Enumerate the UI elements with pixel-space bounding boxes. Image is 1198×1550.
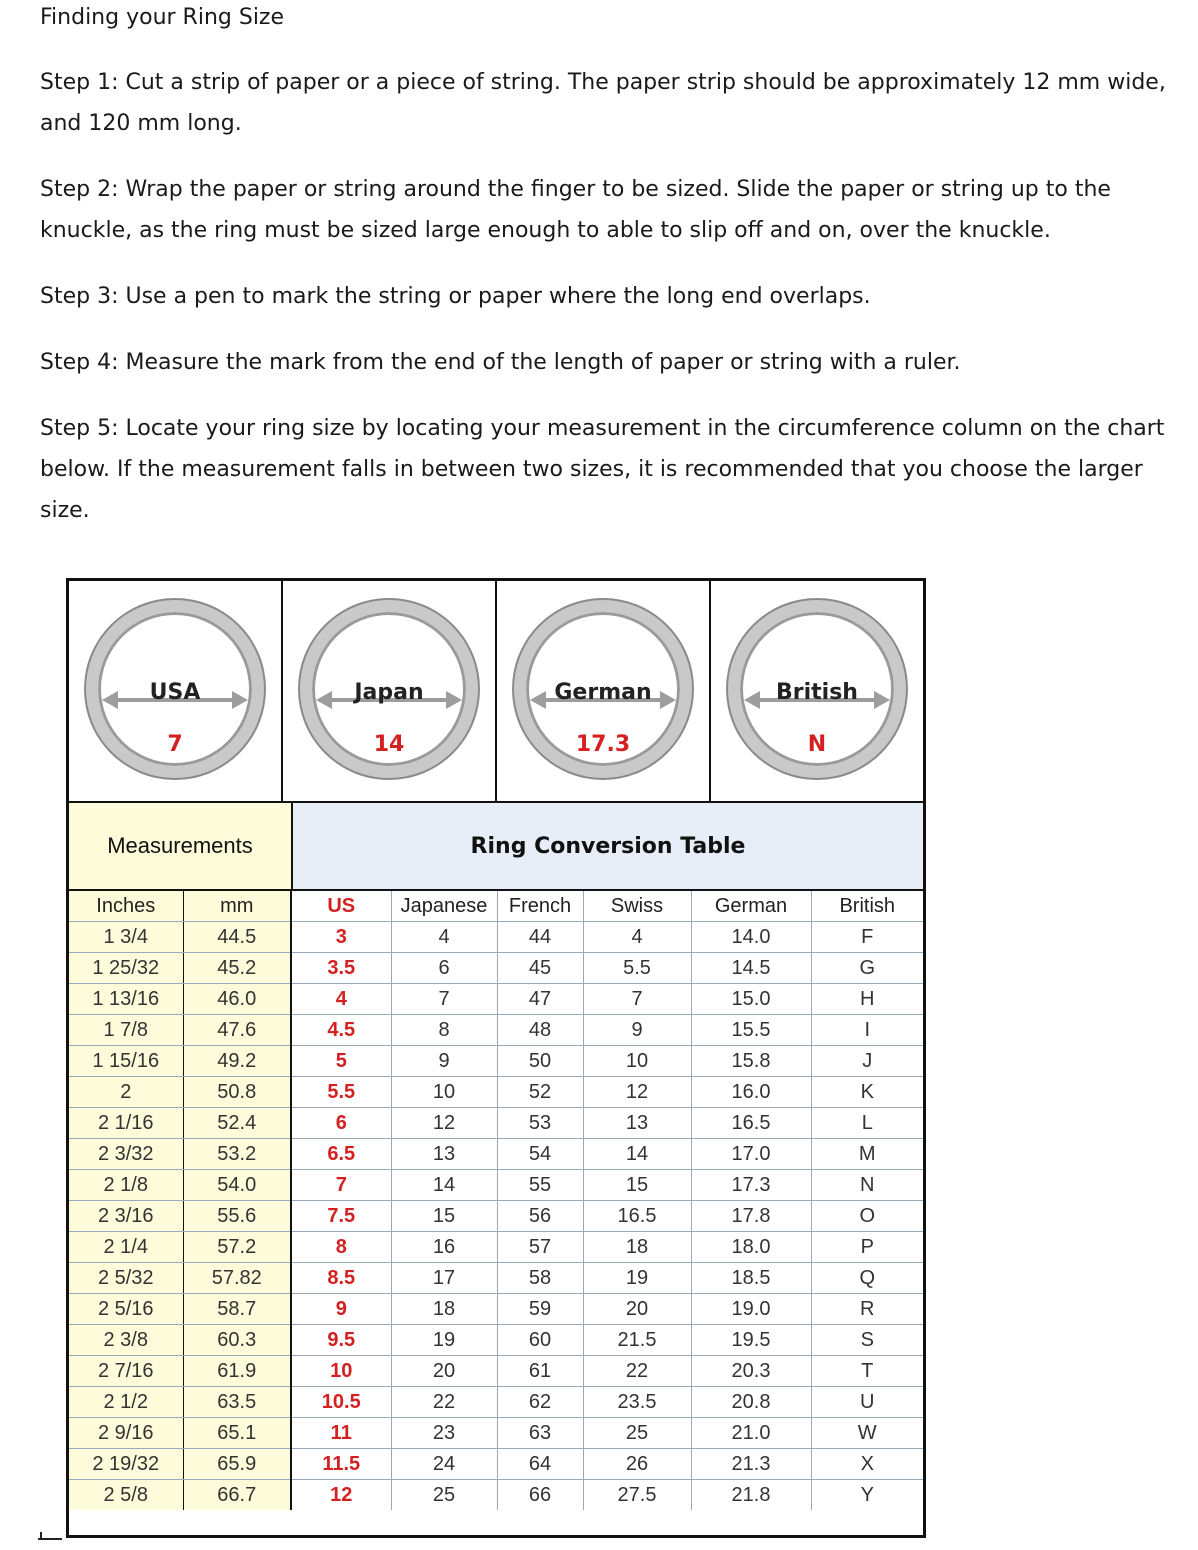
cell-british: K — [811, 1077, 923, 1108]
cell-inches: 2 3/16 — [69, 1201, 183, 1232]
cell-british: Q — [811, 1263, 923, 1294]
table-row — [69, 1139, 923, 1170]
ring-icon — [300, 600, 478, 778]
cell-inches: 2 19/32 — [69, 1449, 183, 1480]
cell-us: 3.5 — [291, 953, 391, 984]
cell-german: 21.0 — [691, 1418, 811, 1449]
cell-french: 64 — [497, 1449, 583, 1480]
cell-french: 63 — [497, 1418, 583, 1449]
cell-german: 19.0 — [691, 1294, 811, 1325]
cell-mm: 55.6 — [183, 1201, 291, 1232]
cell-swiss: 20 — [583, 1294, 691, 1325]
cell-french: 47 — [497, 984, 583, 1015]
cell-inches: 2 1/16 — [69, 1108, 183, 1139]
step-4: Step 4: Measure the mark from the end of the length of paper or string with a ruler. — [40, 350, 961, 375]
ring-cell-usa — [69, 581, 283, 801]
cell-french: 53 — [497, 1108, 583, 1139]
table-row — [69, 1077, 923, 1108]
cell-japanese: 8 — [391, 1015, 497, 1046]
cell-swiss: 10 — [583, 1046, 691, 1077]
table-row — [69, 1387, 923, 1418]
cell-mm: 49.2 — [183, 1046, 291, 1077]
cell-british: X — [811, 1449, 923, 1480]
ring-size-chart — [66, 578, 926, 1538]
step-1: Step 1: Cut a strip of paper or a piece of string. The paper strip should be approximately 12 mm wide, and 120 mm long. — [40, 70, 1166, 136]
cell-mm: 53.2 — [183, 1139, 291, 1170]
cell-german: 21.8 — [691, 1480, 811, 1511]
page-title: Finding your Ring Size — [40, 5, 285, 30]
table-row — [69, 984, 923, 1015]
cell-french: 57 — [497, 1232, 583, 1263]
cell-swiss: 15 — [583, 1170, 691, 1201]
ring-label: British — [776, 680, 858, 705]
column-header-french: French — [497, 891, 583, 922]
ring-value: 7 — [167, 732, 183, 757]
cell-german: 14.5 — [691, 953, 811, 984]
cell-british: W — [811, 1418, 923, 1449]
ring-cell-german — [497, 581, 711, 801]
conversion-table-heading: Ring Conversion Table — [293, 803, 923, 889]
cell-us: 11.5 — [291, 1449, 391, 1480]
table-body — [69, 922, 923, 1511]
cell-us: 7.5 — [291, 1201, 391, 1232]
cell-japanese: 23 — [391, 1418, 497, 1449]
cell-mm: 44.5 — [183, 922, 291, 953]
column-header-inches: Inches — [69, 891, 183, 922]
cell-british: T — [811, 1356, 923, 1387]
cell-mm: 45.2 — [183, 953, 291, 984]
cell-japanese: 13 — [391, 1139, 497, 1170]
cell-inches: 2 5/8 — [69, 1480, 183, 1511]
cell-german: 15.5 — [691, 1015, 811, 1046]
cell-mm: 57.82 — [183, 1263, 291, 1294]
cell-inches: 2 3/32 — [69, 1139, 183, 1170]
cell-inches: 2 5/16 — [69, 1294, 183, 1325]
cell-german: 17.8 — [691, 1201, 811, 1232]
table-row — [69, 1325, 923, 1356]
cell-japanese: 4 — [391, 922, 497, 953]
cell-swiss: 7 — [583, 984, 691, 1015]
cell-french: 48 — [497, 1015, 583, 1046]
cell-french: 66 — [497, 1480, 583, 1511]
cell-swiss: 21.5 — [583, 1325, 691, 1356]
cell-japanese: 6 — [391, 953, 497, 984]
table-row — [69, 1170, 923, 1201]
cell-british: G — [811, 953, 923, 984]
cell-us: 4 — [291, 984, 391, 1015]
cell-us: 7 — [291, 1170, 391, 1201]
cell-german: 15.8 — [691, 1046, 811, 1077]
ring-label: German — [554, 680, 652, 705]
cell-swiss: 23.5 — [583, 1387, 691, 1418]
cell-swiss: 25 — [583, 1418, 691, 1449]
cell-mm: 58.7 — [183, 1294, 291, 1325]
cell-mm: 50.8 — [183, 1077, 291, 1108]
cell-french: 50 — [497, 1046, 583, 1077]
cell-german: 19.5 — [691, 1325, 811, 1356]
cell-swiss: 26 — [583, 1449, 691, 1480]
cell-inches: 1 15/16 — [69, 1046, 183, 1077]
ring-value: 17.3 — [575, 732, 631, 757]
cell-japanese: 12 — [391, 1108, 497, 1139]
ring-cell-british — [711, 581, 923, 801]
table-row — [69, 1418, 923, 1449]
cell-swiss: 9 — [583, 1015, 691, 1046]
column-header-german: German — [691, 891, 811, 922]
column-header-british: British — [811, 891, 923, 922]
cell-german: 20.3 — [691, 1356, 811, 1387]
cell-us: 10.5 — [291, 1387, 391, 1418]
cell-british: S — [811, 1325, 923, 1356]
cell-inches: 2 1/4 — [69, 1232, 183, 1263]
cell-french: 56 — [497, 1201, 583, 1232]
cell-japanese: 20 — [391, 1356, 497, 1387]
cell-british: Y — [860, 1483, 874, 1506]
step-3: Step 3: Use a pen to mark the string or paper where the long end overlaps. — [40, 284, 871, 309]
cell-japanese: 7 — [391, 984, 497, 1015]
cell-japanese: 14 — [391, 1170, 497, 1201]
cell-japanese: 19 — [391, 1325, 497, 1356]
cell-japanese: 22 — [391, 1387, 497, 1418]
cell-french: 58 — [497, 1263, 583, 1294]
cell-mm: 65.1 — [183, 1418, 291, 1449]
cell-mm: 65.9 — [183, 1449, 291, 1480]
cell-japanese: 16 — [391, 1232, 497, 1263]
cell-us: 11 — [291, 1418, 391, 1449]
cell-inches: 1 7/8 — [69, 1015, 183, 1046]
ring-value: N — [807, 732, 827, 757]
table-row — [69, 1015, 923, 1046]
cell-french: 62 — [497, 1387, 583, 1418]
cell-french: 61 — [497, 1356, 583, 1387]
table-row — [69, 922, 923, 953]
cell-mm: 57.2 — [183, 1232, 291, 1263]
cell-us: 4.5 — [291, 1015, 391, 1046]
cell-inches: 2 3/8 — [69, 1325, 183, 1356]
column-header-mm: mm — [183, 891, 291, 922]
cell-japanese: 15 — [391, 1201, 497, 1232]
table-section-headers — [69, 803, 923, 891]
column-header-japanese: Japanese — [391, 891, 497, 922]
table-row — [69, 1294, 923, 1325]
cell-french: 55 — [497, 1170, 583, 1201]
table-row — [69, 1108, 923, 1139]
cell-british: O — [811, 1201, 923, 1232]
cell-french: 54 — [497, 1139, 583, 1170]
cell-inches: 2 1/8 — [69, 1170, 183, 1201]
cell-mm: 54.0 — [183, 1170, 291, 1201]
cell-british: H — [811, 984, 923, 1015]
cell-japanese: 17 — [391, 1263, 497, 1294]
cell-us: 8.5 — [291, 1263, 391, 1294]
cell-inches: 2 5/32 — [69, 1263, 183, 1294]
cell-inches: 1 25/32 — [69, 953, 183, 984]
cell-swiss: 22 — [583, 1356, 691, 1387]
cell-mm: 52.4 — [183, 1108, 291, 1139]
step-2: Step 2: Wrap the paper or string around the finger to be sized. Slide the paper or string up to the knuckle, as the ring must be sized large enough to able to slip off and on, over the knuckle. — [40, 177, 1111, 243]
ring-icon — [514, 600, 692, 778]
cell-us: 5.5 — [291, 1077, 391, 1108]
cell-us: 6.5 — [291, 1139, 391, 1170]
ring-illustrations — [69, 581, 923, 804]
cell-swiss: 27.5 — [583, 1480, 691, 1511]
cell-japanese: 18 — [391, 1294, 497, 1325]
cell-japanese: 10 — [391, 1077, 497, 1108]
cell-us: 10 — [291, 1356, 391, 1387]
cell-mm: 61.9 — [183, 1356, 291, 1387]
cell-british: L — [811, 1108, 923, 1139]
cell-german: 14.0 — [691, 922, 811, 953]
table-row — [69, 1232, 923, 1263]
cell-french: 59 — [497, 1294, 583, 1325]
cell-inches: 2 9/16 — [69, 1418, 183, 1449]
cell-us: 9 — [291, 1294, 391, 1325]
cell-swiss: 12 — [583, 1077, 691, 1108]
ring-cell-japan — [283, 581, 497, 801]
column-header-swiss: Swiss — [583, 891, 691, 922]
cell-mm: 63.5 — [183, 1387, 291, 1418]
cell-us: 8 — [291, 1232, 391, 1263]
table-row — [69, 953, 923, 984]
cell-french: 52 — [497, 1077, 583, 1108]
column-header-us: US — [291, 891, 391, 922]
cell-mm: 60.3 — [183, 1325, 291, 1356]
cell-german: 17.3 — [691, 1170, 811, 1201]
cell-mm: 46.0 — [183, 984, 291, 1015]
step-5: Step 5: Locate your ring size by locating your measurement in the circumference column on the chart below. If the measurement falls in between two sizes, it is recommended that you choose the larger size. — [40, 416, 1165, 523]
table-row — [69, 1201, 923, 1232]
table-row — [69, 1449, 923, 1480]
cell-british: P — [811, 1232, 923, 1263]
measurements-heading: Measurements — [69, 803, 293, 889]
cell-mm: 66.7 — [183, 1480, 291, 1511]
ring-value: 14 — [373, 732, 405, 757]
cell-german: 18.5 — [691, 1263, 811, 1294]
margin-mark-line — [38, 1538, 62, 1540]
cell-mm: 47.6 — [183, 1015, 291, 1046]
cell-british: J — [811, 1046, 923, 1077]
instructions — [40, 0, 1190, 531]
cell-british: U — [811, 1387, 923, 1418]
cell-japanese: 24 — [391, 1449, 497, 1480]
cell-german: 18.0 — [691, 1232, 811, 1263]
cell-french: 44 — [497, 922, 583, 953]
cell-inches: 1 3/4 — [69, 922, 183, 953]
cell-us: 6 — [291, 1108, 391, 1139]
cell-british: F — [811, 922, 923, 953]
ring-icon — [86, 600, 264, 778]
table-row — [69, 1263, 923, 1294]
cell-japanese: 9 — [391, 1046, 497, 1077]
cell-swiss: 16.5 — [583, 1201, 691, 1232]
cell-us: 12 — [291, 1480, 391, 1511]
cell-swiss: 14 — [583, 1139, 691, 1170]
ring-label: Japan — [354, 680, 424, 705]
cell-german: 21.3 — [691, 1449, 811, 1480]
cell-french: 60 — [497, 1325, 583, 1356]
cell-british: R — [811, 1294, 923, 1325]
table-header-row — [69, 891, 923, 922]
cell-swiss: 13 — [583, 1108, 691, 1139]
table-row — [69, 1356, 923, 1387]
cell-inches: 1 13/16 — [69, 984, 183, 1015]
cell-inches: 2 1/2 — [69, 1387, 183, 1418]
cell-inches: 2 — [69, 1077, 183, 1108]
cell-german: 16.5 — [691, 1108, 811, 1139]
cell-british: N — [811, 1170, 923, 1201]
cell-us: 5 — [291, 1046, 391, 1077]
table-row — [69, 1480, 923, 1511]
cell-german: 20.8 — [691, 1387, 811, 1418]
cell-german: 17.0 — [691, 1139, 811, 1170]
cell-german: 16.0 — [691, 1077, 811, 1108]
cell-inches: 2 7/16 — [69, 1356, 183, 1387]
cell-swiss: 18 — [583, 1232, 691, 1263]
table-row — [69, 1046, 923, 1077]
cell-swiss: 4 — [583, 922, 691, 953]
cell-british: I — [811, 1015, 923, 1046]
cell-swiss: 19 — [583, 1263, 691, 1294]
ring-icon — [728, 600, 906, 778]
cell-swiss: 5.5 — [583, 953, 691, 984]
cell-us: 3 — [291, 922, 391, 953]
ring-conversion-table — [69, 891, 923, 1510]
cell-us: 9.5 — [291, 1325, 391, 1356]
ring-label: USA — [149, 680, 201, 705]
cell-british: M — [811, 1139, 923, 1170]
cell-french: 45 — [497, 953, 583, 984]
cell-german: 15.0 — [691, 984, 811, 1015]
cell-japanese: 25 — [391, 1480, 497, 1511]
